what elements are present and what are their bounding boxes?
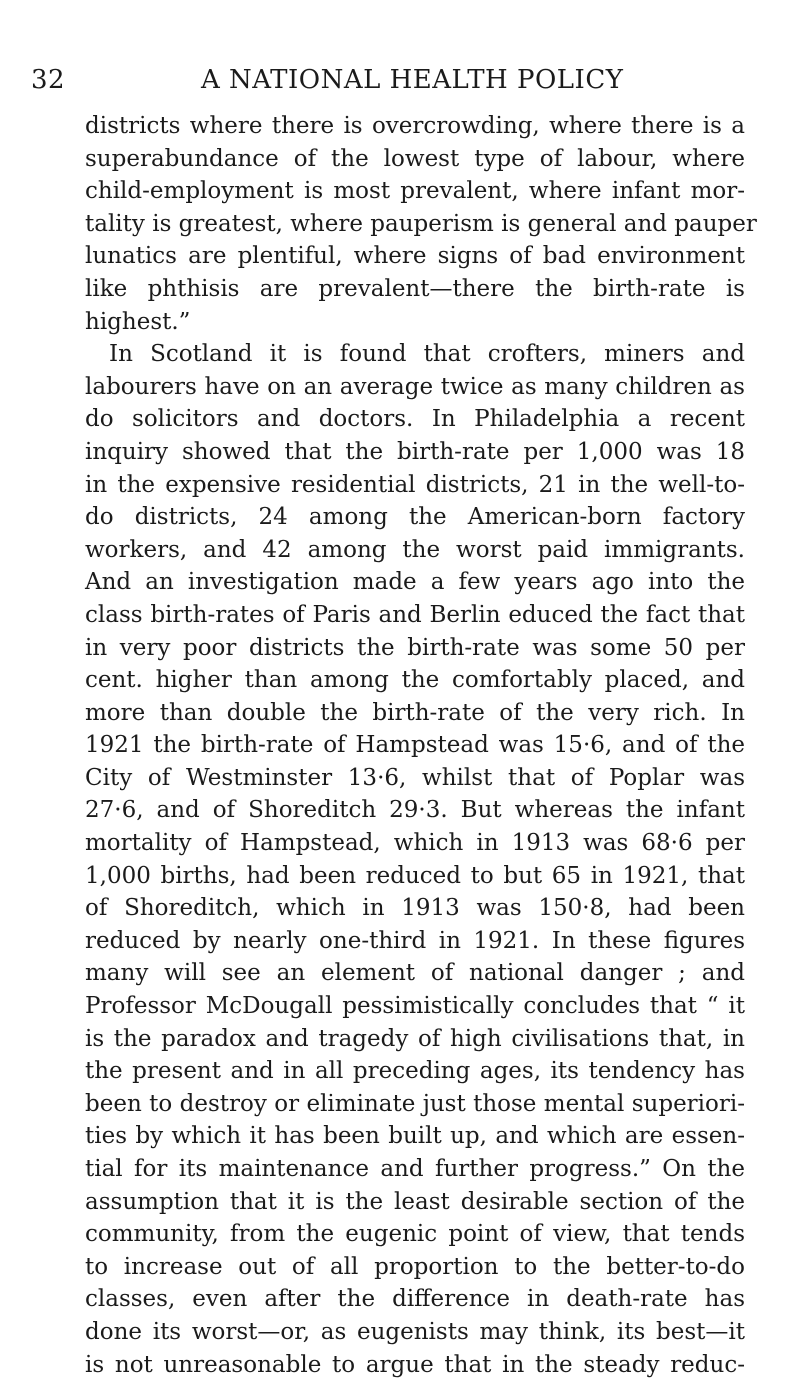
paragraph-start-line: In Scotland it is found that crofters, miners and bbox=[109, 341, 745, 368]
text-line: the present and in all preceding ages, its tendency has bbox=[85, 1058, 745, 1085]
text-line: And an investigation made a few years ago into the bbox=[85, 569, 745, 596]
text-line: been to destroy or eliminate just those mental superiori- bbox=[85, 1090, 745, 1117]
text-line: inquiry showed that the birth-rate per 1,000 was 18 bbox=[85, 438, 745, 465]
text-line: superabundance of the lowest type of labour, where bbox=[85, 145, 745, 172]
text-line: done its worst—or, as eugenists may think, its best—it bbox=[85, 1318, 745, 1345]
text-line: class birth-rates of Paris and Berlin educed the fact that bbox=[85, 601, 745, 628]
text-line: City of Westminster 13·6, whilst that of Poplar was bbox=[85, 764, 745, 791]
text-line: highest.” bbox=[85, 308, 191, 335]
text-line: cent. higher than among the comfortably placed, and bbox=[85, 667, 745, 694]
text-line: do districts, 24 among the American-born factory bbox=[85, 504, 745, 531]
text-line: in very poor districts the birth-rate was some 50 per bbox=[85, 634, 745, 661]
text-line: Professor McDougall pessimistically concludes that “ it bbox=[85, 993, 745, 1020]
text-line: of Shoreditch, which in 1913 was 150·8, had been bbox=[85, 895, 745, 922]
text-line: mortality of Hampstead, which in 1913 was 68·6 per bbox=[85, 830, 745, 857]
text-line: classes, even after the difference in death-rate has bbox=[85, 1286, 745, 1313]
body-text bbox=[85, 110, 757, 1381]
text-line: ties by which it has been built up, and which are essen- bbox=[85, 1123, 745, 1150]
text-line: more than double the birth-rate of the very rich. In bbox=[85, 699, 745, 726]
text-line: reduced by nearly one-third in 1921. In these figures bbox=[85, 927, 745, 954]
text-line: 1,000 births, had been reduced to but 65 in 1921, that bbox=[85, 862, 745, 889]
text-line: districts where there is overcrowding, where there is a bbox=[85, 113, 745, 139]
text-line: tality is greatest, where pauperism is general and pauper bbox=[85, 210, 757, 237]
text-line: tial for its maintenance and further progress.” On the bbox=[85, 1156, 745, 1182]
text-line: lunatics are plentiful, where signs of bad environment bbox=[85, 243, 745, 270]
text-line: in the expensive residential districts, 21 in the well-to- bbox=[85, 471, 745, 498]
text-line: is the paradox and tragedy of high civilisations that, in bbox=[85, 1025, 745, 1052]
page-number: 32 bbox=[31, 65, 66, 95]
text-line: do solicitors and doctors. In Philadelphia a recent bbox=[85, 406, 745, 433]
text-line: to increase out of all proportion to the better-to-do bbox=[85, 1253, 745, 1280]
text-line: community, from the eugenic point of view, that tends bbox=[85, 1221, 745, 1248]
text-line: child-employment is most prevalent, where infant mor- bbox=[85, 178, 745, 205]
text-line: many will see an element of national danger ; and bbox=[85, 960, 745, 987]
running-head bbox=[31, 62, 771, 98]
text-line: is not unreasonable to argue that in the steady reduc- bbox=[85, 1351, 745, 1378]
text-line: assumption that it is the least desirable section of the bbox=[85, 1188, 745, 1215]
text-line: 1921 the birth-rate of Hampstead was 15·6, and of the bbox=[85, 732, 745, 759]
text-line: workers, and 42 among the worst paid immigrants. bbox=[85, 536, 745, 563]
text-line: labourers have on an average twice as many children as bbox=[85, 373, 745, 400]
text-line: like phthisis are prevalent—there the birth-rate is bbox=[85, 275, 745, 302]
running-title: A NATIONAL HEALTH POLICY bbox=[201, 65, 624, 95]
text-line: 27·6, and of Shoreditch 29·3. But whereas the infant bbox=[85, 797, 745, 824]
